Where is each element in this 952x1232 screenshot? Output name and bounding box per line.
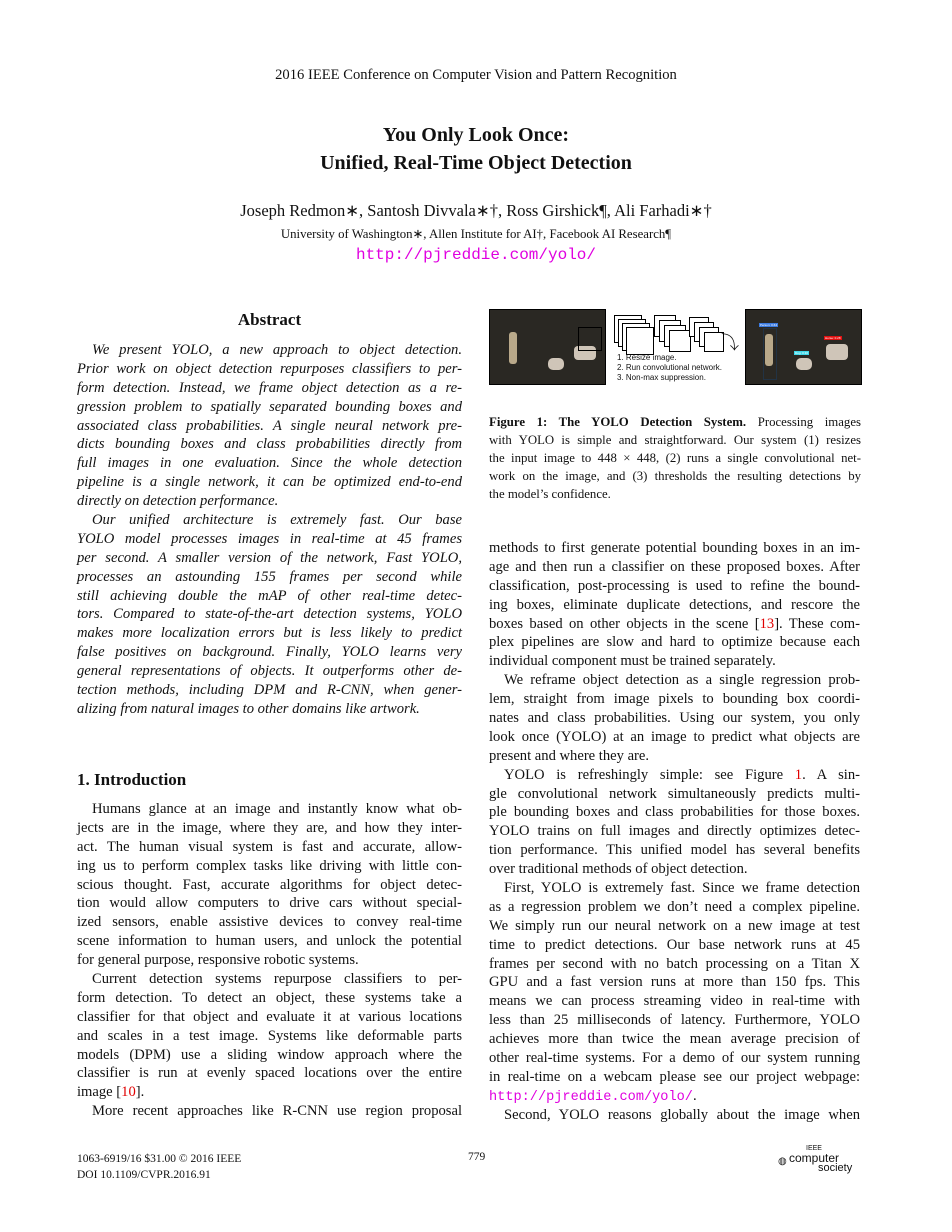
citation-link[interactable]: 1 (794, 766, 803, 783)
text-line: look once (YOLO) at an image to predict what objects are (489, 728, 860, 745)
text-line: lem, straight from image pixels to bounding box coordi- (489, 691, 860, 708)
detection-label-horse: Horse: 0.28 (825, 336, 841, 340)
text-line (489, 1087, 860, 1106)
text-line: for general purpose, responsive robotic systems. (77, 952, 359, 969)
conference-header: 2016 IEEE Conference on Computer Vision and Pattern Recognition (275, 67, 677, 83)
text-line: ing us to perform complex tasks like driving with little con- (77, 857, 462, 874)
text-line: classifier for that object and evaluate it at various locations (77, 1008, 462, 1025)
caption-label: Figure 1: The YOLO Detection System. (489, 415, 747, 429)
text-line: ple bounding boxes and class probabilities for those boxes. (489, 804, 860, 821)
text-line: over traditional methods of object detection. (489, 861, 748, 878)
text-span: Processing images (746, 415, 861, 429)
text-line: First, YOLO is extremely fast. Since we frame detection (504, 880, 860, 897)
text-line: Humans glance at an image and instantly know what ob- (92, 801, 462, 817)
text-line: work on the image, and (3) thresholds the resulting detections by (489, 469, 861, 483)
text-line (77, 1083, 462, 1102)
step-1: 1. Resize image. (617, 353, 677, 362)
text-line (489, 766, 860, 785)
project-url-link[interactable]: http://pjreddie.com/yolo/ (489, 1089, 693, 1105)
citation-link[interactable]: 13 (759, 615, 775, 632)
text-line: dicts bounding boxes and class probabilities directly from (77, 436, 462, 453)
text-span: . A sin- (802, 766, 860, 783)
text-line: other real-time systems. For a demo of our system running (489, 1050, 860, 1067)
text-line: Current detection systems repurpose classifiers to per- (92, 971, 462, 988)
text-line: general representations of objects. It outperforms other de- (77, 663, 462, 680)
text-span: image [ (77, 1084, 122, 1101)
citation-link[interactable]: 10 (121, 1084, 136, 1101)
text-line: false positives on background. Finally, YOLO learns very (77, 644, 462, 661)
logo-mark-icon: ◍ (778, 1156, 787, 1167)
text-line: the model’s confidence. (489, 487, 611, 501)
text-line: as a regression problem we don’t need a complex pipeline. (489, 898, 860, 915)
text-line: GPU and a fast version runs at more than 150 fps. This (489, 974, 860, 991)
text-line: jects are in the image, where they are, and how they inter- (77, 819, 462, 836)
text-line: age and then run a classifier on these proposed boxes. After (489, 558, 860, 575)
text-line: pipeline is a single network, it can be optimized end-to-end (77, 474, 462, 491)
introduction-heading: 1. Introduction (77, 770, 187, 789)
text-span: boxes based on other objects in the scene [ (489, 615, 760, 632)
text-line: tors. Compared to state-of-the-art detection systems, YOLO (77, 606, 462, 623)
abstract-body (77, 341, 462, 719)
text-line: less than 25 milliseconds of latency. Furthermore, YOLO (489, 1012, 860, 1029)
text-line: individual component must be trained separately. (489, 653, 776, 670)
text-line (489, 413, 861, 431)
text-line: Our unified architecture is extremely fast. Our base (92, 512, 462, 529)
text-line: plex pipelines are slow and hard to optimize because each (489, 634, 860, 651)
text-line: tion performance. This unified model has several benefits (489, 842, 860, 859)
copyright-line: 1063-6919/16 $31.00 © 2016 IEEE (77, 1153, 242, 1165)
text-line: classification, post-processing is used to refine the bound- (489, 577, 860, 594)
step-2: 2. Run convolutional network. (617, 363, 722, 372)
text-line: We present YOLO, a new approach to object detection. (92, 342, 462, 358)
text-line: We simply run our neural network on a new image at test (489, 917, 860, 934)
arrow-icon: ⤵ (721, 333, 739, 353)
text-line: the input image to 448 × 448, (2) runs a single convolutional net- (489, 451, 861, 465)
text-line: models (DPM) use a sliding window approach where the (77, 1046, 462, 1063)
introduction-body (77, 800, 462, 1121)
text-line: time to predict detections. Our base network runs at 45 (489, 936, 860, 953)
text-line: alizing from natural images to other domains like artwork. (77, 700, 420, 717)
text-line: present and where they are. (489, 747, 650, 764)
title-line-2: Unified, Real-Time Object Detection (320, 152, 632, 174)
text-line: tion would allow computers to drive cars without special- (77, 895, 462, 912)
text-line: form detection. To detect an object, these systems take a (77, 989, 462, 1006)
text-span: . (692, 1087, 697, 1104)
text-line: means we can process streaming video in real-time with (489, 993, 860, 1010)
text-line: per second. A smaller version of the network, Fast YOLO, (77, 549, 462, 566)
text-line: and scales in a test image. Systems like deformable parts (77, 1027, 462, 1044)
text-span: ]. These com- (774, 615, 861, 632)
text-line: achieves more than twice the mean average precision of (489, 1031, 860, 1048)
page-number: 779 (468, 1151, 486, 1163)
text-line: More recent approaches like R-CNN use region proposal (92, 1103, 462, 1120)
dog-shape (548, 358, 564, 370)
text-line: scene information to human users, and unlock the potential (77, 933, 462, 950)
text-line: Prior work on object detection repurposes classifiers to per- (77, 360, 462, 377)
input-photo (489, 309, 606, 385)
text-line: associated class probabilities. A single neural network pre- (77, 417, 462, 434)
figure-1-caption (489, 413, 861, 503)
text-line: ized sensors, enable assistive devices to convey real-time (77, 914, 462, 931)
text-line: makes more localization errors but is less likely to predict (77, 625, 462, 642)
text-line: full images in one evaluation. Since the whole detection (77, 455, 462, 472)
footer-left (77, 1151, 241, 1183)
text-line (489, 615, 860, 634)
output-photo (745, 309, 862, 385)
authors: Joseph Redmon∗, Santosh Divvala∗†, Ross Girshick¶, Ali Farhadi∗† (240, 201, 712, 220)
title-line-1: You Only Look Once: (382, 124, 570, 146)
affiliations: University of Washington∗, Allen Institute for AI†, Facebook AI Research¶ (280, 227, 672, 241)
step-3: 3. Non-max suppression. (617, 373, 706, 382)
detection-label-dog: Dog: 0.30 (795, 351, 809, 355)
text-line: processes an astounding 155 frames per second while (77, 568, 462, 585)
text-line: form detection. Instead, we frame object detection as a re- (77, 379, 462, 396)
detection-label-person: Person: 0.64 (760, 323, 778, 327)
text-line: still achieving double the mAP of other real-time detec- (77, 587, 462, 604)
text-line: gle convolutional network simultaneously predicts multi- (489, 785, 860, 802)
text-line: directly on detection performance. (77, 493, 279, 510)
text-line: YOLO model processes images in real-time at 45 frames (77, 530, 462, 547)
text-line: classifier is run at evenly spaced locations over the entire (77, 1065, 462, 1082)
text-line: Second, YOLO reasons globally about the image when (504, 1106, 860, 1123)
crop-box (578, 327, 602, 351)
text-line: nates and class probabilities. Using our system, you only (489, 710, 860, 727)
pipeline-steps (617, 353, 722, 383)
doi-line: DOI 10.1109/CVPR.2016.91 (77, 1169, 211, 1181)
project-url-link[interactable]: http://pjreddie.com/yolo/ (355, 246, 597, 264)
abstract-heading: Abstract (237, 310, 302, 329)
person-shape (509, 332, 517, 364)
text-line: act. The human visual system is fast and accurate, allow- (77, 838, 462, 855)
paper-title (0, 121, 952, 177)
text-span: ]. (135, 1084, 145, 1101)
text-line: frames per second with no batch processing on a Titan X (489, 955, 860, 972)
text-line: in real-time on a webcam please see our project webpage: (489, 1068, 860, 1085)
text-line: methods to first generate potential bounding boxes in an im- (489, 540, 860, 556)
text-line: scious thought. Fast, accurate algorithms for object detec- (77, 876, 462, 893)
text-line: YOLO trains on full images and directly optimizes detec- (489, 823, 860, 840)
text-line: We reframe object detection as a single regression prob- (504, 672, 860, 689)
text-line: ing boxes, eliminate duplicate detections, and rescore the (489, 596, 860, 613)
text-line: gression problem to spatially separated bounding boxes and (77, 398, 462, 415)
figure-1-image (489, 309, 861, 387)
right-column-body (489, 539, 860, 1125)
ieee-computer-society-logo: ◍ IEEE computer society (778, 1145, 853, 1174)
text-line: with YOLO is simple and straightforward. Our system (1) resizes (489, 433, 861, 447)
text-line: tection methods, including DPM and R-CNN, when gener- (77, 682, 462, 699)
text-span: YOLO is refreshingly simple: see Figure (504, 766, 795, 783)
